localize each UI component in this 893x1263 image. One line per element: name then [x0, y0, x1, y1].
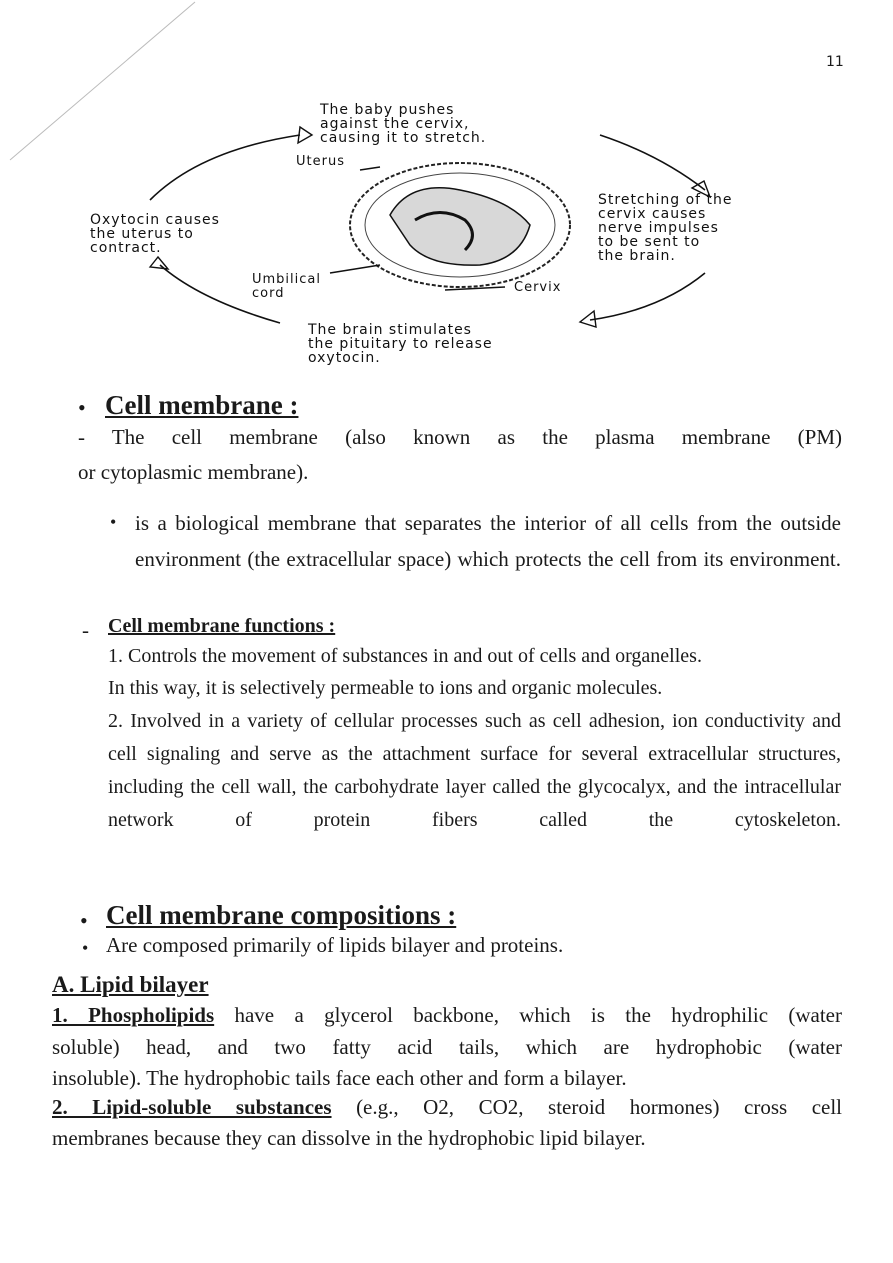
lipid-bilayer-heading: A. Lipid bilayer — [52, 972, 209, 997]
compositions-heading: Cell membrane compositions : — [106, 900, 457, 930]
diagram-label-cervix: Cervix — [514, 280, 562, 295]
phospholipids-line-3: insoluble). The hydrophobic tails face each other and form a bilayer. — [52, 1066, 627, 1090]
bullet-marker: • — [82, 938, 89, 958]
arrow-head-left — [150, 257, 168, 269]
arrow-left-to-top — [150, 135, 300, 200]
lipid-soluble-line-2: membranes because they can dissolve in the hydrophobic lipid bilayer. — [52, 1126, 646, 1150]
functions-dash: - — [82, 618, 89, 642]
lipid-soluble-line-1 — [52, 1095, 842, 1120]
cell-membrane-heading: Cell membrane : — [105, 390, 299, 420]
function-1-line-1: 1. Controls the movement of substances in and out of cells and organelles. — [108, 645, 702, 667]
lipid-soluble-text-1: (e.g., O2, CO2, steroid hormones) cross cell — [356, 1095, 843, 1119]
diagram-label-top: The baby pushes against the cervix, causing it to stretch. — [320, 102, 487, 146]
arrow-right-to-bottom — [590, 273, 705, 320]
definition-line-2: or cytoplasmic membrane). — [78, 460, 309, 484]
diagram-label-right: Stretching of the cervix causes nerve impulses to be sent to the brain. — [598, 192, 733, 264]
uterus-illustration — [330, 163, 570, 290]
bullet-marker: • — [78, 395, 86, 420]
lipid-soluble-label: 2. Lipid-soluble substances — [52, 1095, 332, 1119]
page-number: 11 — [826, 54, 844, 70]
phospholipids-line-2: soluble) head, and two fatty acid tails, which are hydrophobic (water — [52, 1035, 842, 1059]
diagram-label-bottom: The brain stimulates the pituitary to release oxytocin. — [308, 322, 493, 366]
function-1-line-2: In this way, it is selectively permeable to ions and organic molecules. — [108, 677, 663, 699]
diagram-label-umbilical-cord: Umbilical cord — [252, 272, 321, 301]
bullet-marker: • — [80, 908, 88, 933]
arrow-head-top — [298, 127, 312, 143]
membrane-description: is a biological membrane that separates the interior of all cells from the outside environment (the extracellular space) which protects the cell from its environment. — [135, 511, 841, 571]
compositions-bullet: Are composed primarily of lipids bilayer and proteins. — [106, 933, 564, 957]
diagram-label-uterus: Uterus — [296, 154, 345, 169]
function-2-text: 2. Involved in a variety of cellular processes such as cell adhesion, ion conductivity and cell signaling and serve as the attachment surface for several extracellular structures, including the cell wall, the carbohydrate layer called the glycocalyx, and the intracellular network of protein fibers called the cytoskeleton. — [108, 710, 841, 831]
arrow-top-to-right — [600, 135, 705, 190]
definition-line-1: - The cell membrane (also known as the plasma membrane (PM) — [78, 425, 842, 449]
childbirth-feedback-diagram — [80, 95, 820, 375]
phospholipids-label: 1. Phospholipids — [52, 1003, 215, 1027]
diagram-label-left: Oxytocin causes the uterus to contract. — [90, 212, 220, 256]
phospholipids-text-1: have a glycerol backbone, which is the hydrophilic (water — [234, 1003, 842, 1027]
phospholipids-line-1 — [52, 1003, 842, 1028]
bullet-marker: • — [110, 512, 117, 532]
functions-heading: Cell membrane functions : — [108, 615, 336, 637]
